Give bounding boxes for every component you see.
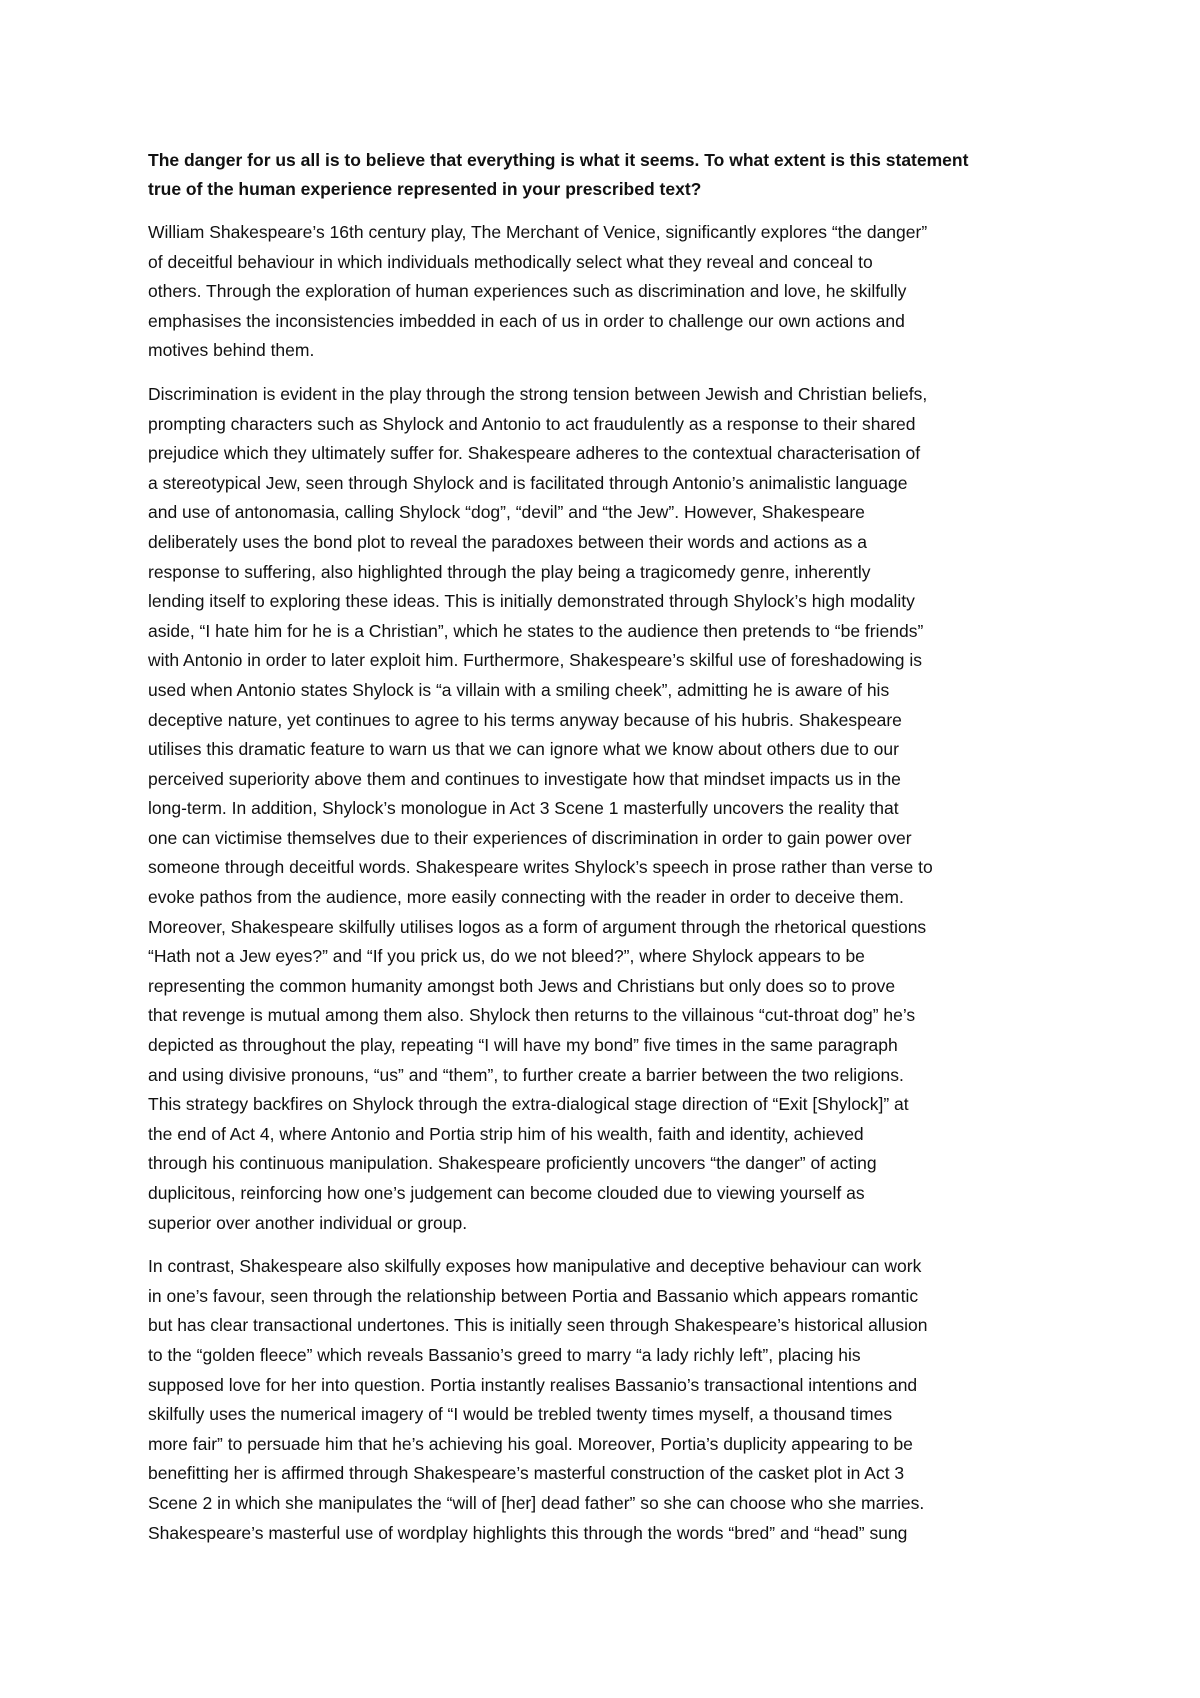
text-line: that revenge is mutual among them also. Shylock then returns to the villainous “cut-throat dog” he’s — [148, 1005, 916, 1026]
text-line: superior over another individual or group. — [148, 1212, 468, 1233]
heading-line: true of the human experience represented in your prescribed text? — [148, 179, 702, 199]
text-line: others. Through the exploration of human experiences such as discrimination and love, he skilfully — [148, 281, 907, 302]
text-line: supposed love for her into question. Portia instantly realises Bassanio’s transactional intentions and — [148, 1374, 918, 1395]
text-line: but has clear transactional undertones. This is initially seen through Shakespeare’s historical allusion — [148, 1315, 928, 1336]
text-line: a stereotypical Jew, seen through Shylock and is facilitated through Antonio’s animalistic language — [148, 472, 908, 493]
text-line: evoke pathos from the audience, more easily connecting with the reader in order to deceive them. — [148, 887, 904, 908]
text-line: lending itself to exploring these ideas. This is initially demonstrated through Shylock’s high modality — [148, 591, 915, 612]
text-line: through his continuous manipulation. Shakespeare proficiently uncovers “the danger” of acting — [148, 1153, 877, 1174]
text-line: Moreover, Shakespeare skilfully utilises logos as a form of argument through the rhetorical questions — [148, 916, 927, 937]
text-line: someone through deceitful words. Shakespeare writes Shylock’s speech in prose rather than verse to — [148, 857, 933, 878]
text-line: representing the common humanity amongst both Jews and Christians but only does so to prove — [148, 975, 896, 996]
paragraph-love — [148, 1252, 1060, 1548]
text-line: used when Antonio states Shylock is “a villain with a smiling cheek”, admitting he is aware of his — [148, 679, 890, 700]
text-line: emphasises the inconsistencies imbedded in each of us in order to challenge our own actions and — [148, 310, 905, 331]
text-line: with Antonio in order to later exploit him. Furthermore, Shakespeare’s skilful use of foreshadowing is — [148, 650, 922, 671]
text-line: Discrimination is evident in the play through the strong tension between Jewish and Christian beliefs, — [148, 383, 928, 404]
essay-question-heading — [148, 146, 1060, 204]
text-line: skilfully uses the numerical imagery of “I would be trebled twenty times myself, a thousand times — [148, 1404, 893, 1425]
text-line: William Shakespeare’s 16th century play, The Merchant of Venice, significantly explores “the danger” — [148, 222, 928, 242]
heading-line: The danger for us all is to believe that everything is what it seems. To what extent is this statement — [148, 150, 969, 170]
text-line: long-term. In addition, Shylock’s monologue in Act 3 Scene 1 masterfully uncovers the reality that — [148, 798, 899, 819]
text-line: response to suffering, also highlighted through the play being a tragicomedy genre, inherently — [148, 561, 871, 582]
text-line: prejudice which they ultimately suffer for. Shakespeare adheres to the contextual characterisation of — [148, 443, 921, 464]
text-line: and use of antonomasia, calling Shylock “dog”, “devil” and “the Jew”. However, Shakespeare — [148, 502, 865, 523]
paragraph-introduction — [148, 218, 1060, 366]
text-line: to the “golden fleece” which reveals Bassanio’s greed to marry “a lady richly left”, placing his — [148, 1344, 861, 1365]
text-line: utilises this dramatic feature to warn us that we can ignore what we know about others due to our — [148, 739, 899, 760]
paragraph-discrimination — [148, 380, 1060, 1238]
text-line: benefitting her is affirmed through Shakespeare’s masterful construction of the casket plot in Act 3 — [148, 1463, 905, 1484]
text-line: more fair” to persuade him that he’s achieving his goal. Moreover, Portia’s duplicity appearing to be — [148, 1433, 913, 1454]
text-line: prompting characters such as Shylock and Antonio to act fraudulently as a response to their shared — [148, 413, 916, 434]
text-line: Shakespeare’s masterful use of wordplay highlights this through the words “bred” and “head” sung — [148, 1522, 908, 1543]
text-line: depicted as throughout the play, repeating “I will have my bond” five times in the same paragraph — [148, 1035, 898, 1056]
text-line: “Hath not a Jew eyes?” and “If you prick us, do we not bleed?”, where Shylock appears to be — [148, 946, 865, 967]
text-line: in one’s favour, seen through the relationship between Portia and Bassanio which appears romantic — [148, 1285, 919, 1306]
text-line: one can victimise themselves due to their experiences of discrimination in order to gain power over — [148, 827, 912, 848]
text-line: deceptive nature, yet continues to agree to his terms anyway because of his hubris. Shakespeare — [148, 709, 902, 730]
text-line: deliberately uses the bond plot to reveal the paradoxes between their words and actions as a — [148, 531, 867, 552]
text-line: duplicitous, reinforcing how one’s judgement can become clouded due to viewing yourself as — [148, 1183, 865, 1203]
text-line: of deceitful behaviour in which individuals methodically select what they reveal and conceal to — [148, 251, 873, 272]
text-line: motives behind them. — [148, 340, 315, 361]
text-line: aside, “I hate him for he is a Christian”, which he states to the audience then pretends to “be friends” — [148, 620, 924, 641]
text-line: Scene 2 in which she manipulates the “will of [her] dead father” so she can choose who she marries. — [148, 1492, 925, 1513]
text-line: and using divisive pronouns, “us” and “them”, to further create a barrier between the two religions. — [148, 1064, 904, 1085]
text-line: perceived superiority above them and continues to investigate how that mindset impacts us in the — [148, 768, 901, 789]
text-line: In contrast, Shakespeare also skilfully exposes how manipulative and deceptive behaviour can work — [148, 1256, 922, 1277]
text-line: This strategy backfires on Shylock through the extra-dialogical stage direction of “Exit [Shylock]” at — [148, 1094, 909, 1115]
text-line: the end of Act 4, where Antonio and Portia strip him of his wealth, faith and identity, achieved — [148, 1123, 864, 1144]
